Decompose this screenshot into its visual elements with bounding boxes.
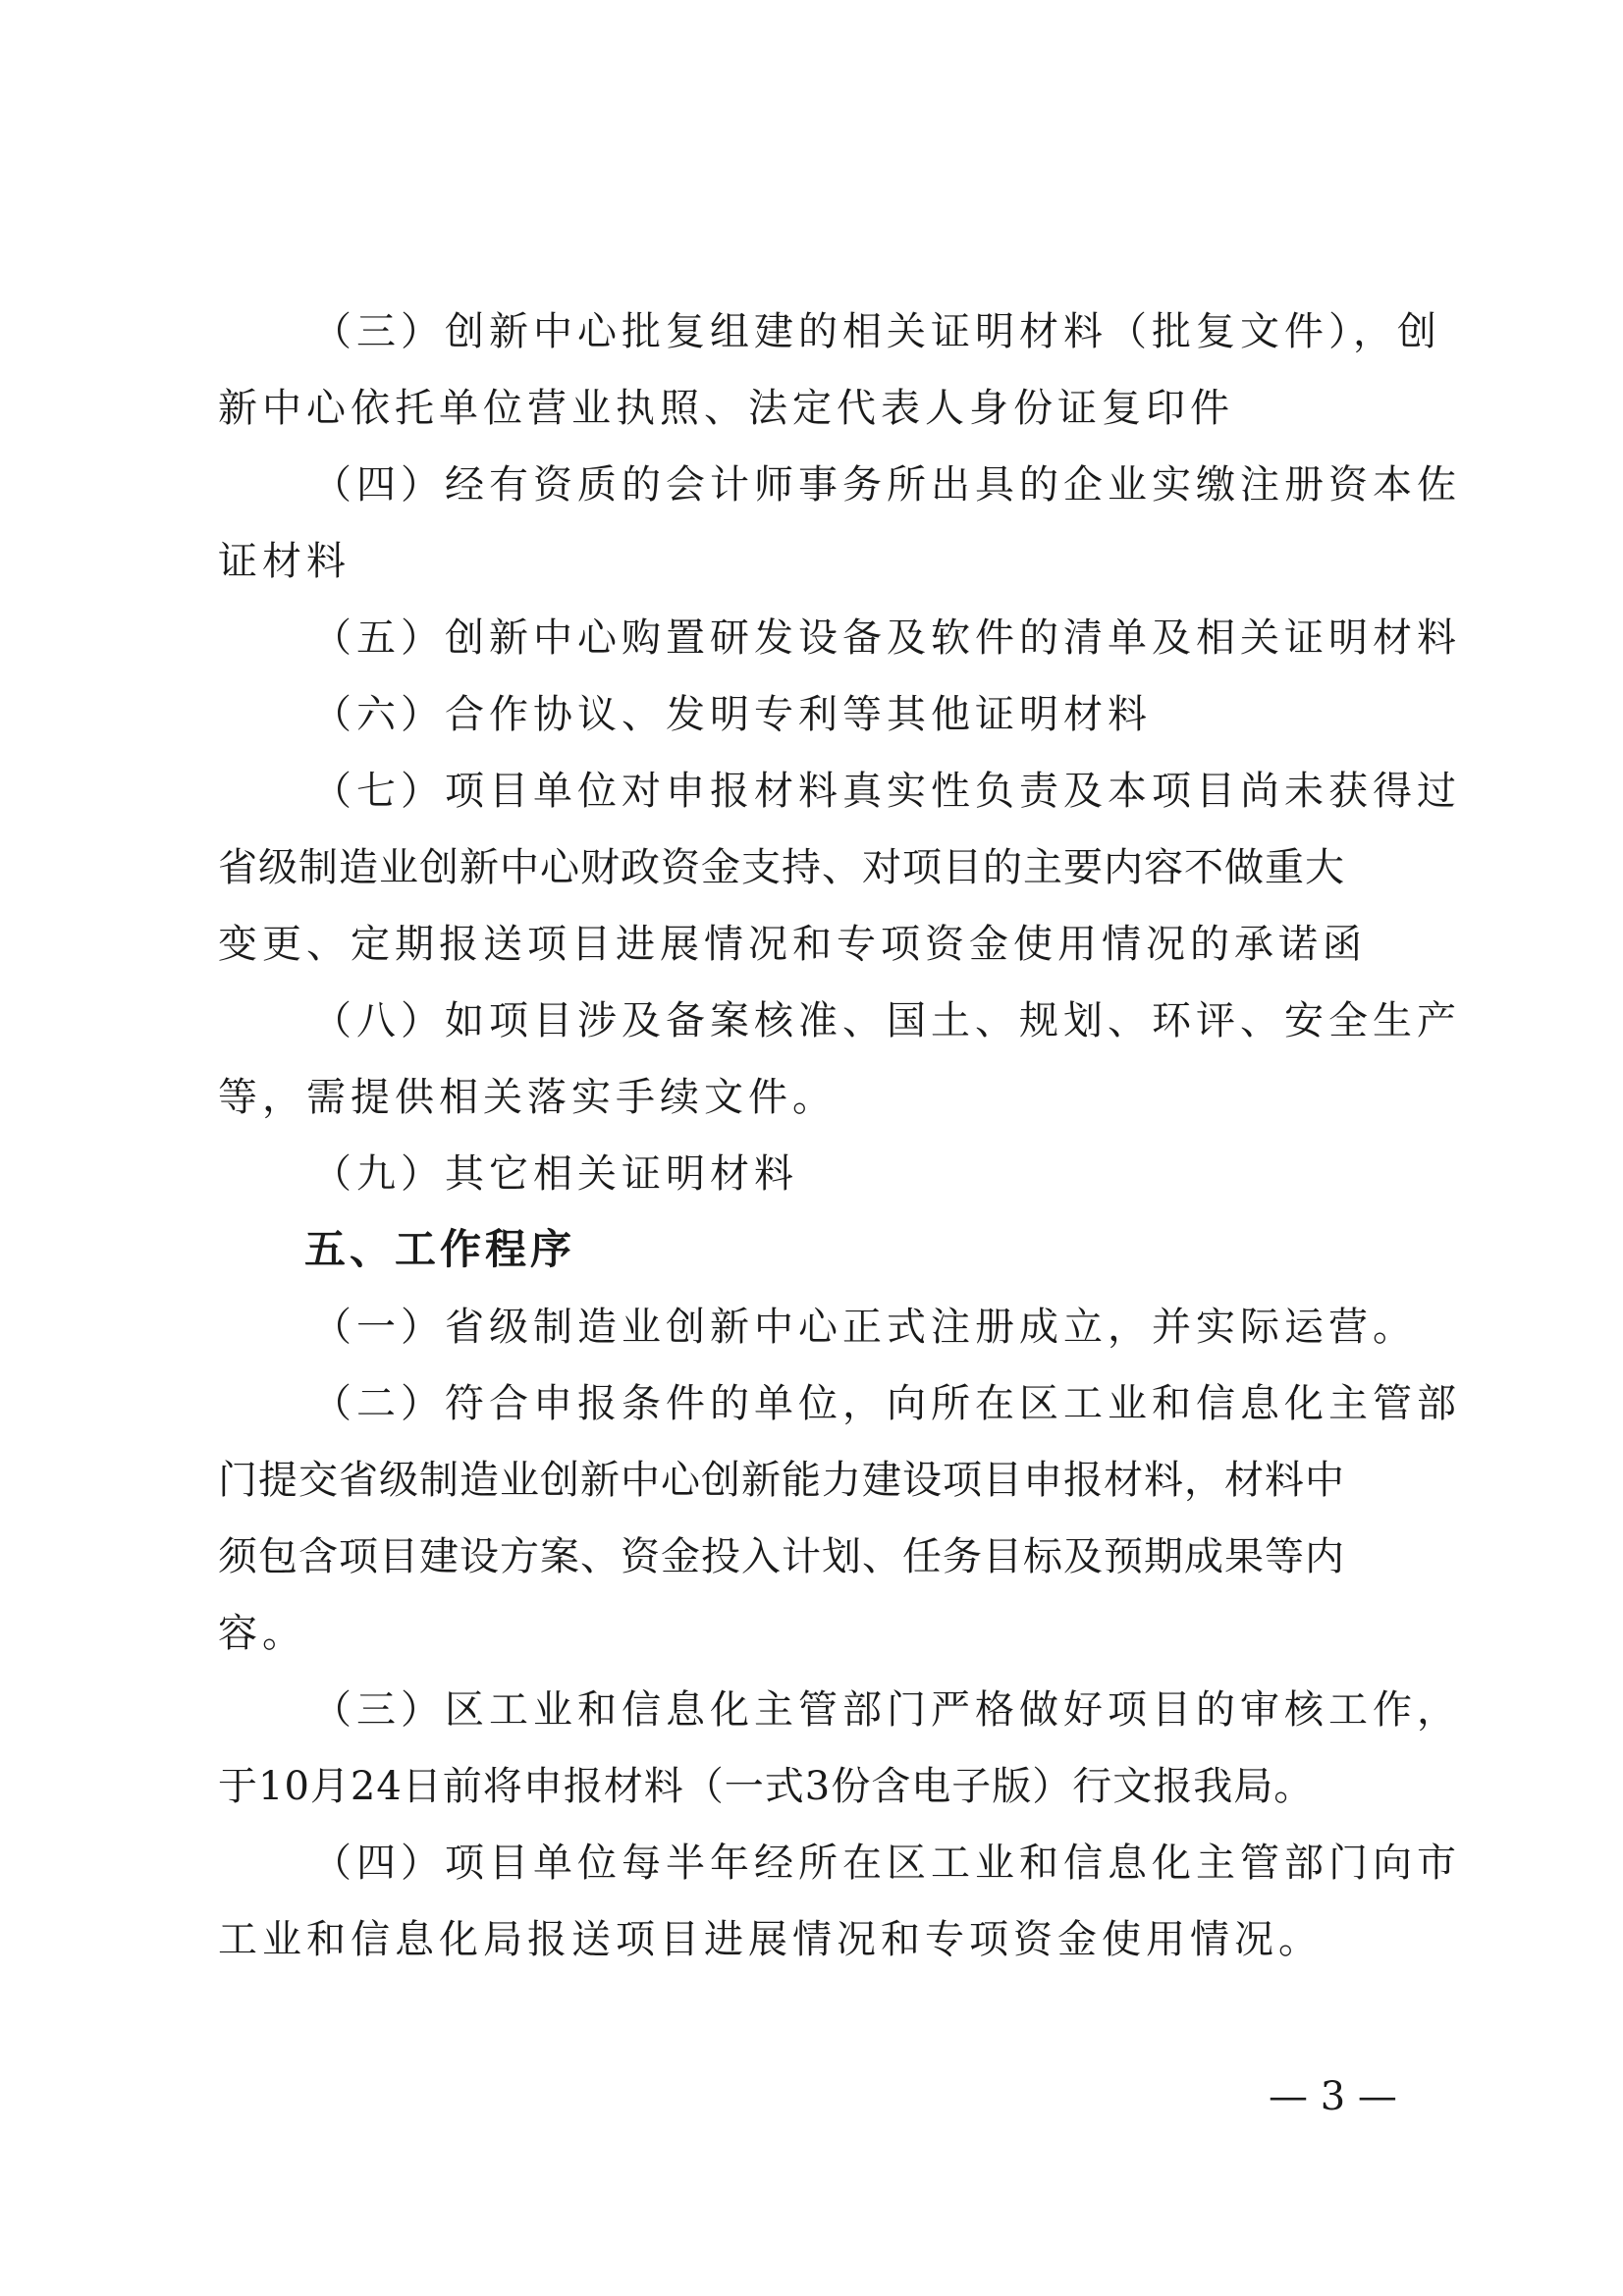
paragraph-line: （七）项目单位对申报材料真实性负责及本项目尚未获得过 (312, 769, 1461, 814)
paragraph-line: 容。 (218, 1611, 306, 1656)
paragraph-line: 须包含项目建设方案、资金投入计划、任务目标及预期成果等内 (218, 1534, 1345, 1579)
paragraph-line: （五）创新中心购置研发设备及软件的清单及相关证明材料 (312, 615, 1461, 661)
paragraph-line: （六）合作协议、发明专利等其他证明材料 (312, 692, 1152, 737)
paragraph-line: （四）经有资质的会计师事务所出具的企业实缴注册资本佐 (312, 462, 1461, 507)
paragraph-line: （二）符合申报条件的单位，向所在区工业和信息化主管部 (312, 1381, 1461, 1426)
paragraph-line: （四）项目单位每半年经所在区工业和信息化主管部门向市 (312, 1841, 1461, 1886)
paragraph-line: （一）省级制造业创新中心正式注册成立，并实际运营。 (312, 1305, 1417, 1350)
paragraph-line: （八）如项目涉及备案核准、国土、规划、环评、安全生产 (312, 998, 1461, 1043)
paragraph-line: 等，需提供相关落实手续文件。 (218, 1075, 837, 1120)
section-heading: 五、工作程序 (304, 1225, 576, 1273)
paragraph-line: 变更、定期报送项目进展情况和专项资金使用情况的承诺函 (218, 922, 1367, 967)
paragraph-line: 新中心依托单位营业执照、法定代表人身份证复印件 (218, 386, 1234, 431)
paragraph-line: 门提交省级制造业创新中心创新能力建设项目申报材料，材料中 (218, 1458, 1345, 1503)
paragraph-line: 工业和信息化局报送项目进展情况和专项资金使用情况。 (218, 1917, 1323, 1962)
paragraph-line: （九）其它相关证明材料 (312, 1151, 798, 1197)
paragraph-line: 省级制造业创新中心财政资金支持、对项目的主要内容不做重大 (218, 845, 1345, 890)
paragraph-line: （三）创新中心批复组建的相关证明材料（批复文件），创 (312, 309, 1441, 354)
paragraph-line: 证材料 (218, 539, 351, 584)
paragraph-line: 于10月24日前将申报材料（一式3份含电子版）行文报我局。 (218, 1764, 1315, 1809)
paragraph-line: （三）区工业和信息化主管部门严格做好项目的审核工作， (312, 1687, 1461, 1733)
page-number: — 3 — (1269, 2074, 1397, 2119)
